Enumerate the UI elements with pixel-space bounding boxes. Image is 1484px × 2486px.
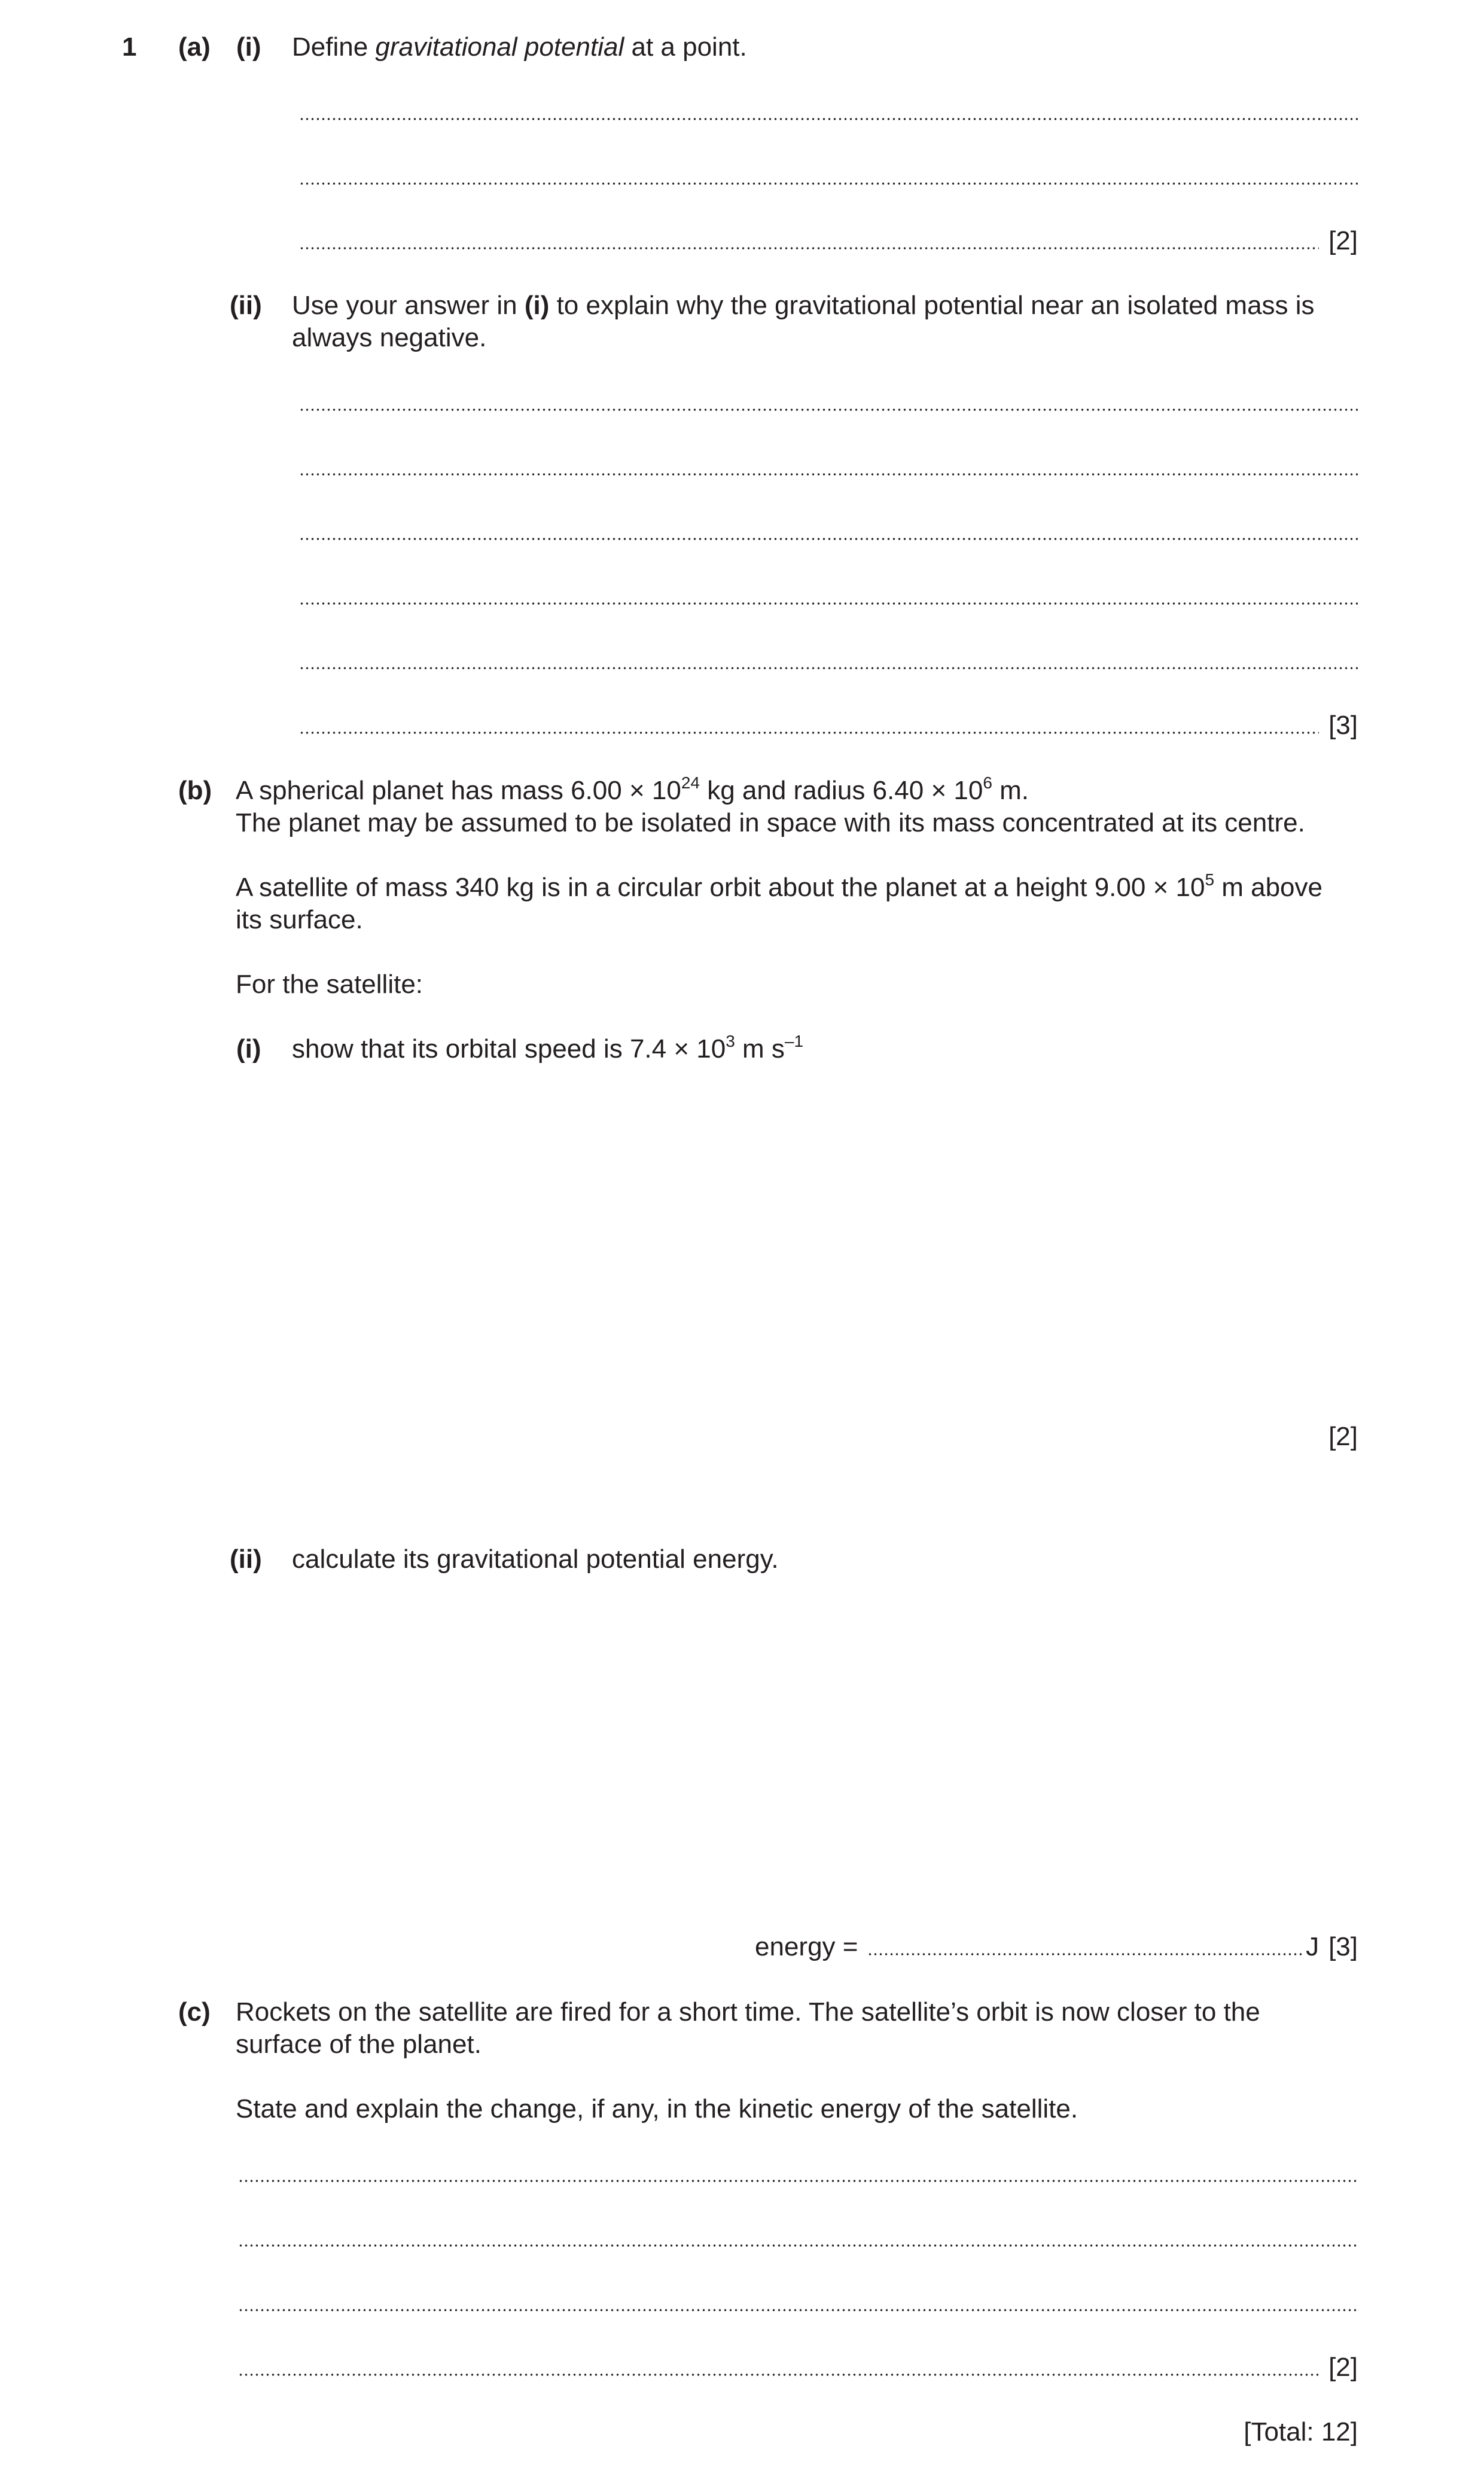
working-space[interactable]: [292, 1591, 1358, 1902]
mark-allocation: [3]: [1328, 711, 1358, 740]
answer-line[interactable]: [299, 451, 1358, 483]
part-b-satellite-data: A satellite of mass 340 kg is in a circular orbit about the planet at a height $9.00 \times 10^5$ m above: [236, 870, 1323, 902]
energy-unit: J: [1306, 1932, 1320, 1961]
answer-line[interactable]: [299, 96, 1358, 128]
mark-allocation: [2]: [1328, 226, 1358, 255]
energy-label: energy =: [755, 1932, 858, 1961]
answer-line[interactable]: [299, 225, 1358, 257]
answer-line[interactable]: [299, 645, 1358, 677]
part-b-ii-prompt: calculate its gravitational potential energy.: [292, 1544, 779, 1574]
part-b-ii-label: (ii): [230, 1544, 262, 1574]
mark-allocation: [2]: [1328, 2353, 1358, 2382]
part-a-label: (a): [178, 32, 211, 62]
part-a-ii-label: (ii): [230, 291, 262, 320]
part-b-planet-data: A spherical planet has mass $6.00 \times 10^{24}$ kg and radius $6.40 \times 10^6$ m.: [236, 773, 1029, 805]
part-b-label: (b): [178, 776, 212, 805]
part-c-scenario-line1: Rockets on the satellite are fired for a short time. The satellite’s orbit is now closer to the: [236, 1997, 1260, 2027]
working-space[interactable]: [292, 1077, 1358, 1412]
part-a-i-prompt: Define gravitational potential at a point.: [292, 32, 747, 62]
part-a-i-label: (i): [236, 32, 261, 62]
part-c-label: (c): [178, 1997, 211, 2027]
part-b-intro: For the satellite:: [236, 970, 423, 999]
mark-allocation: [2]: [1328, 1422, 1358, 1451]
answer-line[interactable]: [299, 580, 1358, 613]
answer-line[interactable]: [238, 2158, 1358, 2190]
part-c-prompt: State and explain the change, if any, in the kinetic energy of the satellite.: [236, 2094, 1078, 2124]
answer-line[interactable]: [299, 516, 1358, 548]
answer-line[interactable]: [238, 2287, 1358, 2319]
part-b-satellite-data-cont: its surface.: [236, 905, 363, 934]
answer-line[interactable]: [299, 386, 1358, 419]
part-b-i-prompt: show that its orbital speed is $7.4 \times 10^3$ m $s^{-1}$: [292, 1032, 804, 1064]
answer-line[interactable]: [238, 2351, 1358, 2384]
answer-line[interactable]: [299, 160, 1358, 193]
part-a-ii-prompt-line2: always negative.: [292, 323, 487, 352]
question-number: 1: [122, 32, 137, 62]
answer-line[interactable]: [238, 2222, 1358, 2255]
defined-term: gravitational potential: [375, 32, 624, 62]
part-a-ii-prompt-line1: Use your answer in (i) to explain why the gravitational potential near an isolated mass is: [292, 291, 1315, 320]
mark-allocation: [3]: [1328, 1932, 1358, 1961]
part-c-scenario-line2: surface of the planet.: [236, 2030, 482, 2059]
part-b-i-label: (i): [236, 1034, 261, 1064]
total-marks: [Total: 12]: [1244, 2417, 1358, 2447]
part-b-assumption: The planet may be assumed to be isolated in space with its mass concentrated at its centre.: [236, 808, 1305, 837]
energy-answer-line[interactable]: [755, 1931, 1358, 1963]
answer-line[interactable]: [299, 709, 1358, 742]
